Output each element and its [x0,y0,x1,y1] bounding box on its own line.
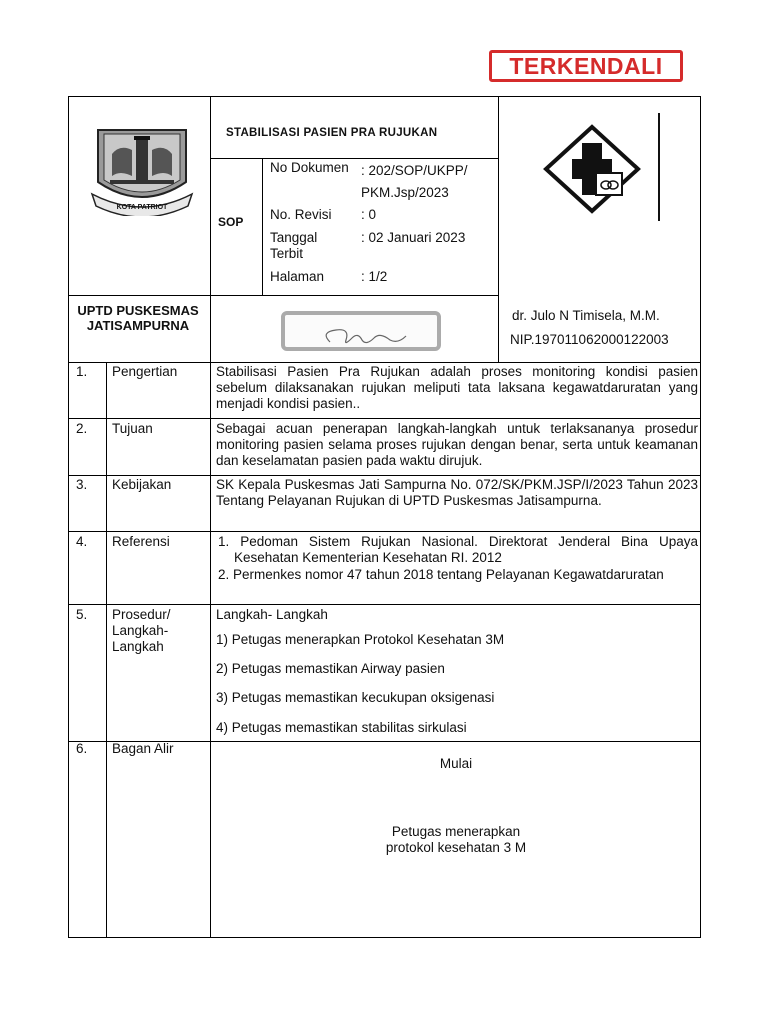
row-number: 1. [76,364,88,379]
organization-name: UPTD PUSKESMAS JATISAMPURNA [77,303,199,333]
row-label: Pengertian [112,364,178,379]
meta-value-tanggal-terbit: : 02 Januari 2023 [361,230,466,245]
reference-item: 1. Pedoman Sistem Rujukan Nasional. Direktorat Jenderal Bina Upaya Kesehatan Kementerian Kesehatan RI. 2012 [218,534,698,565]
reference-item: 2. Permenkes nomor 47 tahun 2018 tentang Pelayanan Kegawatdaruratan [218,567,664,582]
meta-value-no-dokumen: : 202/SOP/UKPP/ PKM.Jsp/2023 [361,163,468,200]
row-content: Stabilisasi Pasien Pra Rujukan adalah proses monitoring kondisi pasien sebelum dilaksanakan rujukan meliputi tata laksana kegawatdaruratan yang menjadi kondisi pasien.. [216,364,698,411]
terkendali-stamp: TERKENDALI [489,50,683,82]
row-label: Bagan Alir [112,741,174,756]
signature-image [280,310,442,354]
meta-value-no-revisi: : 0 [361,207,377,222]
row-label: Tujuan [112,421,153,436]
row-label: Kebijakan [112,477,172,492]
row-number: 3. [76,477,88,492]
row-number: 4. [76,534,88,549]
row-number: 2. [76,421,88,436]
signer-name: dr. Julo N Timisela, M.M. [512,308,660,323]
procedure-step: 1) Petugas menerapkan Protokol Kesehatan 3M [216,632,505,647]
procedure-step: 3) Petugas memastikan kecukupan oksigenasi [216,690,495,705]
signer-nip: NIP.197011062000122003 [510,332,669,347]
meta-label-tanggal-terbit: Tanggal Terbit [270,230,318,261]
row-content: Sebagai acuan penerapan langkah-langkah untuk terlaksananya prosedur monitoring pasien selama proses rujukan dengan benar, serta untuk keamanan dan keselamatan pasien pada waktu dirujuk. [216,421,698,468]
row-content: SK Kepala Puskesmas Jati Sampurna No. 072/SK/PKM.JSP/I/2023 Tahun 2023 Tentang Pelayanan Rujukan di UPTD Puskesmas Jatisampurna. [216,477,698,508]
flowchart-start: Mulai [439,756,473,771]
kota-bekasi-logo [90,124,194,216]
meta-label-no-revisi: No. Revisi [270,207,332,222]
procedure-step: 2) Petugas memastikan Airway pasien [216,661,445,676]
logo-motto-text: KOTA PATRIOT [116,204,168,211]
meta-label-halaman: Halaman [270,269,325,284]
row-number: 6. [76,741,88,756]
meta-value-halaman: : 1/2 [361,269,388,284]
row-number: 5. [76,607,88,622]
procedure-step: 4) Petugas memastikan stabilitas sirkulasi [216,720,467,735]
sop-label: SOP [218,215,244,229]
row-label: Prosedur/ Langkah- Langkah [112,607,171,654]
meta-label-no-dokumen: No Dokumen [270,160,349,175]
puskesmas-logo [530,113,660,221]
row-label: Referensi [112,534,170,549]
document-title: STABILISASI PASIEN PRA RUJUKAN [226,127,438,139]
procedure-heading: Langkah- Langkah [216,607,328,622]
flowchart-step: Petugas menerapkan protokol kesehatan 3 M [385,824,527,855]
